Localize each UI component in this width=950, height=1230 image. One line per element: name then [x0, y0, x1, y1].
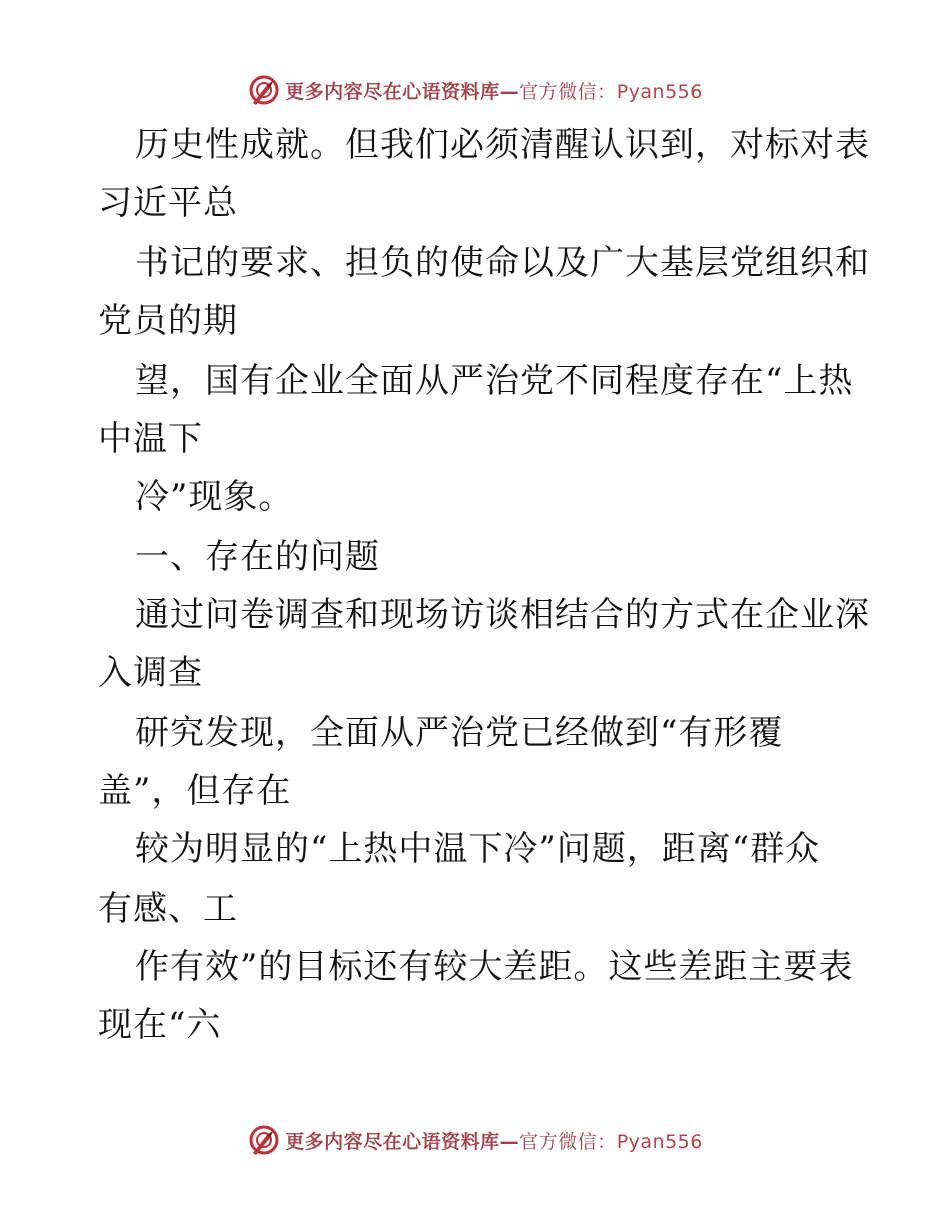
- header-account: Pyan556: [616, 80, 703, 103]
- header-banner: [0, 70, 950, 110]
- header-wechat-label: 官方微信：: [519, 80, 617, 103]
- section-heading: 一、存在的问题: [135, 537, 380, 577]
- body-line: 习近平总: [98, 183, 238, 223]
- body-line: 盖”，但存在: [98, 771, 292, 811]
- body-line: 望，国有企业全面从严治党不同程度存在“上热: [135, 361, 854, 401]
- footer-library-text: 更多内容尽在心语资料库: [285, 1130, 500, 1153]
- body-line: 冷”现象。: [135, 477, 294, 517]
- footer-banner: [0, 1120, 950, 1160]
- body-line: 书记的要求、担负的使命以及广大基层党组织和: [135, 243, 870, 283]
- pen-circle-logo-icon: [247, 1123, 281, 1157]
- footer-account: Pyan556: [616, 1130, 703, 1153]
- body-line: 历史性成就。但我们必须清醒认识到，对标对表: [135, 125, 870, 165]
- body-line: 中温下: [98, 419, 203, 459]
- body-line: 党员的期: [98, 301, 238, 341]
- body-line: 较为明显的“上热中温下冷”问题，距离“群众: [135, 829, 821, 869]
- footer-wechat-label: 官方微信：: [519, 1130, 617, 1153]
- footer-banner-text: [285, 1127, 703, 1154]
- header-banner-text: [285, 77, 703, 104]
- body-line: 有感、工: [98, 889, 238, 929]
- header-separator: —: [499, 80, 520, 103]
- header-library-text: 更多内容尽在心语资料库: [285, 80, 500, 103]
- body-line: 入调查: [98, 653, 203, 693]
- body-line: 现在“六: [98, 1005, 222, 1045]
- body-line: 研究发现，全面从严治党已经做到“有形覆: [135, 713, 784, 753]
- body-line: 作有效”的目标还有较大差距。这些差距主要表: [135, 947, 854, 987]
- pen-circle-logo-icon: [247, 73, 281, 107]
- footer-separator: —: [499, 1130, 520, 1153]
- body-line: 通过问卷调查和现场访谈相结合的方式在企业深: [135, 595, 870, 635]
